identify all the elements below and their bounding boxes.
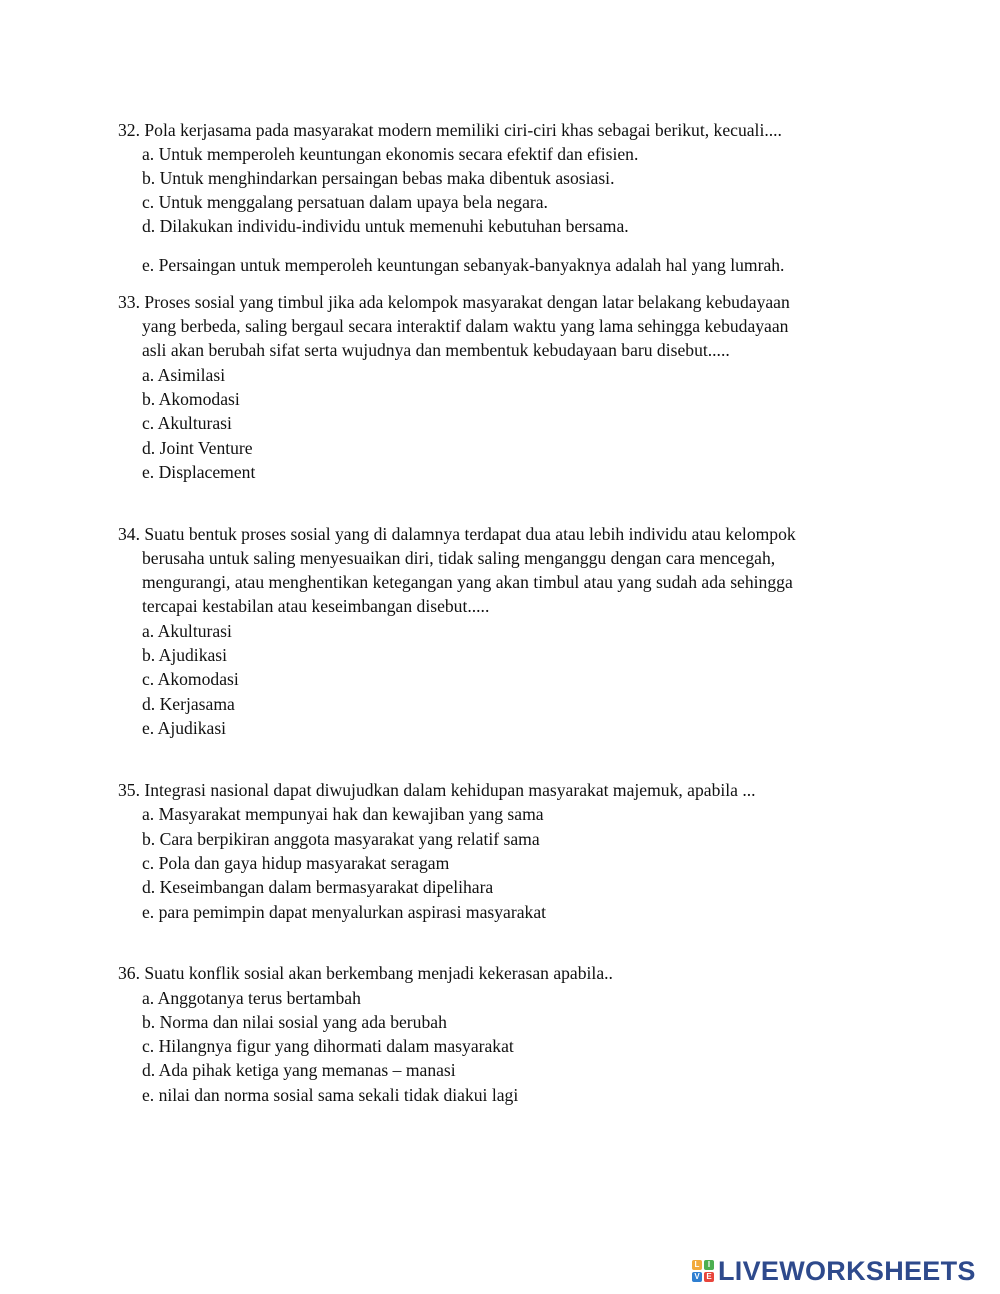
question-text: 35. Integrasi nasional dapat diwujudkan dalam kehidupan masyarakat majemuk, apabila ... — [118, 780, 756, 800]
option-b: b. Cara berpikiran anggota masyarakat yang relatif sama — [142, 829, 540, 849]
option-e: e. nilai dan norma sosial sama sekali tidak diakui lagi — [142, 1085, 519, 1105]
question-text: 32. Pola kerjasama pada masyarakat modern memiliki ciri-ciri khas sebagai berikut, kecuali.... — [118, 120, 782, 140]
option-c: c. Untuk menggalang persatuan dalam upaya bela negara. — [142, 192, 548, 212]
option-d: d. Ada pihak ketiga yang memanas – manasi — [142, 1060, 456, 1080]
option-d: d. Joint Venture — [142, 438, 253, 458]
question-text-cont: berusaha untuk saling menyesuaikan diri, tidak saling menganggu dengan cara mencegah, — [142, 548, 776, 568]
option-c: c. Akomodasi — [142, 669, 239, 689]
option-e: e. Displacement — [142, 462, 256, 482]
option-c: c. Pola dan gaya hidup masyarakat seragam — [142, 853, 450, 873]
option-b: b. Ajudikasi — [142, 645, 228, 665]
option-e: e. Ajudikasi — [142, 718, 227, 738]
option-d: d. Kerjasama — [142, 694, 235, 714]
logo-tile-v: V — [692, 1272, 702, 1282]
question-text-cont: mengurangi, atau menghentikan ketegangan yang akan timbul atau yang sudah ada sehingga — [142, 572, 793, 592]
option-a: a. Untuk memperoleh keuntungan ekonomis secara efektif dan efisien. — [142, 144, 639, 164]
question-text-cont: tercapai kestabilan atau keseimbangan disebut..... — [142, 596, 490, 616]
logo-text: LIVEWORKSHEETS — [718, 1256, 976, 1286]
logo-mark-icon — [692, 1260, 714, 1282]
option-b: b. Akomodasi — [142, 389, 240, 409]
option-d: d. Keseimbangan dalam bermasyarakat dipelihara — [142, 877, 494, 897]
question-text-cont: yang berbeda, saling bergaul secara interaktif dalam waktu yang lama sehingga kebudayaan — [142, 316, 789, 336]
question-text: 36. Suatu konflik sosial akan berkembang menjadi kekerasan apabila.. — [118, 963, 613, 983]
option-e: e. Persaingan untuk memperoleh keuntungan sebanyak-banyaknya adalah hal yang lumrah. — [142, 255, 785, 275]
option-a: a. Akulturasi — [142, 621, 232, 641]
question-text: 33. Proses sosial yang timbul jika ada kelompok masyarakat dengan latar belakang kebudayaan — [118, 292, 790, 312]
question-text-cont: asli akan berubah sifat serta wujudnya dan membentuk kebudayaan baru disebut..... — [142, 340, 730, 360]
liveworksheets-logo[interactable] — [692, 1256, 976, 1286]
logo-tile-l: L — [692, 1260, 702, 1270]
option-b: b. Untuk menghindarkan persaingan bebas maka dibentuk asosiasi. — [142, 168, 615, 188]
option-a: a. Masyarakat mempunyai hak dan kewajiban yang sama — [142, 804, 544, 824]
logo-tile-e: E — [704, 1272, 714, 1282]
option-c: c. Akulturasi — [142, 413, 232, 433]
option-a: a. Anggotanya terus bertambah — [142, 988, 361, 1008]
option-a: a. Asimilasi — [142, 365, 226, 385]
logo-tile-i: I — [704, 1260, 714, 1270]
option-b: b. Norma dan nilai sosial yang ada berubah — [142, 1012, 447, 1032]
option-c: c. Hilangnya figur yang dihormati dalam masyarakat — [142, 1036, 514, 1056]
option-e: e. para pemimpin dapat menyalurkan aspirasi masyarakat — [142, 902, 547, 922]
question-text: 34. Suatu bentuk proses sosial yang di dalamnya terdapat dua atau lebih individu atau kelompok — [118, 524, 796, 544]
option-d: d. Dilakukan individu-individu untuk memenuhi kebutuhan bersama. — [142, 216, 629, 236]
